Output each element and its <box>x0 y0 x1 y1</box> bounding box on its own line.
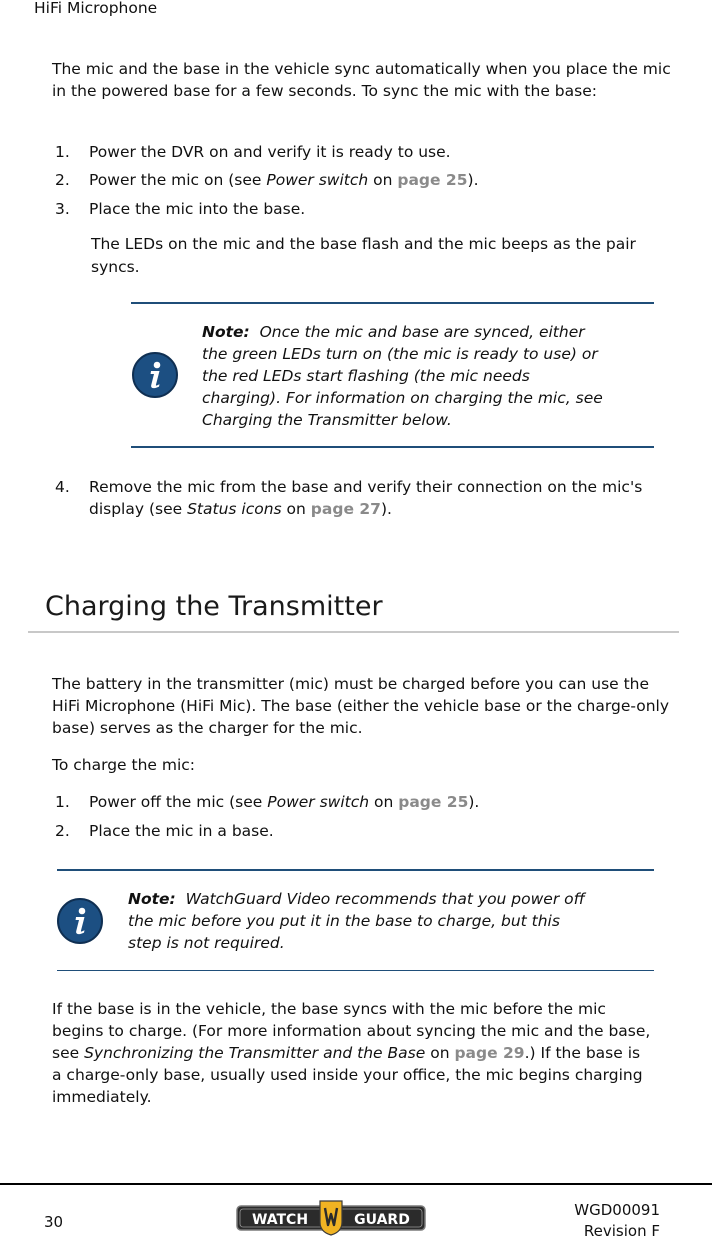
step-text: Place the mic into the base. <box>89 200 306 218</box>
page-number: 30 <box>44 1213 64 1231</box>
info-icon <box>132 352 178 398</box>
step-number: 1. <box>55 793 70 811</box>
step-text: Power the mic on (see Power switch on page 25). <box>89 171 479 189</box>
cross-reference-title[interactable]: Power switch <box>266 171 369 189</box>
cross-reference-title[interactable]: Status icons <box>187 500 282 518</box>
step-text: Power off the mic (see Power switch on page 25). <box>89 793 480 811</box>
info-icon <box>57 898 103 944</box>
charging-closing: If the base is in the vehicle, the base syncs with the mic before the mic begins to charge. (For more information about syncing the mic and the base, see Synchronizing the Transmitter and the Base on page 29.) If the base is a charge-only base, usually used inside your office, the mic begins charging immediately. <box>52 1000 651 1106</box>
logo-word-left: WATCH <box>251 1212 309 1228</box>
page-link[interactable]: page 27 <box>310 500 381 518</box>
section-rule <box>28 631 679 633</box>
logo-word-right: GUARD <box>354 1212 410 1228</box>
revision: Revision F <box>583 1222 660 1240</box>
page-link[interactable]: page 29 <box>454 1044 525 1062</box>
step-number: 2. <box>55 171 70 189</box>
step-number: 1. <box>55 143 70 161</box>
step-result: The LEDs on the mic and the base flash and the mic beeps as the pair syncs. <box>91 235 636 276</box>
charging-lead: To charge the mic: <box>52 756 196 774</box>
note-text: Note: Once the mic and base are synced, either the green LEDs turn on (the mic is ready to use) or the red LEDs start flashing (the mic needs charging). For information on charging the mic, see Charging the Transmitter below. <box>202 323 603 429</box>
step-number: 4. <box>55 478 70 496</box>
step-text: Power the DVR on and verify it is ready to use. <box>89 143 451 161</box>
doc-id: WGD00091 <box>574 1201 660 1219</box>
step-text: Remove the mic from the base and verify their connection on the mic's display (see Status icons on page 27). <box>89 478 643 518</box>
running-header: HiFi Microphone <box>34 0 158 17</box>
note-bottom-rule <box>57 970 654 971</box>
note-bottom-rule <box>131 446 654 448</box>
note-text: Note: WatchGuard Video recommends that you power off the mic before you put it in the base to charge, but this step is not required. <box>128 890 585 952</box>
step-text: Place the mic in a base. <box>89 822 274 840</box>
charging-intro: The battery in the transmitter (mic) must be charged before you can use the HiFi Microphone (HiFi Mic). The base (either the vehicle base or the charge-only base) serves as the charger for the mic. <box>52 675 670 737</box>
footer-rule <box>0 1183 712 1185</box>
page-link[interactable]: page 25 <box>398 793 469 811</box>
note-top-rule <box>131 302 654 304</box>
note-label: Note: <box>202 323 250 341</box>
sync-intro: The mic and the base in the vehicle sync automatically when you place the mic in the powered base for a few seconds. To sync the mic with the base: <box>52 60 671 100</box>
step-number: 3. <box>55 200 70 218</box>
page-link[interactable]: page 25 <box>397 171 468 189</box>
step-number: 2. <box>55 822 70 840</box>
section-heading: Charging the Transmitter <box>45 591 383 622</box>
cross-reference-title[interactable]: Synchronizing the Transmitter and the Base <box>84 1044 426 1062</box>
cross-reference-title[interactable]: Power switch <box>267 793 370 811</box>
note-label: Note: <box>128 890 176 908</box>
watchguard-logo <box>236 1200 426 1236</box>
note-top-rule <box>57 869 654 871</box>
